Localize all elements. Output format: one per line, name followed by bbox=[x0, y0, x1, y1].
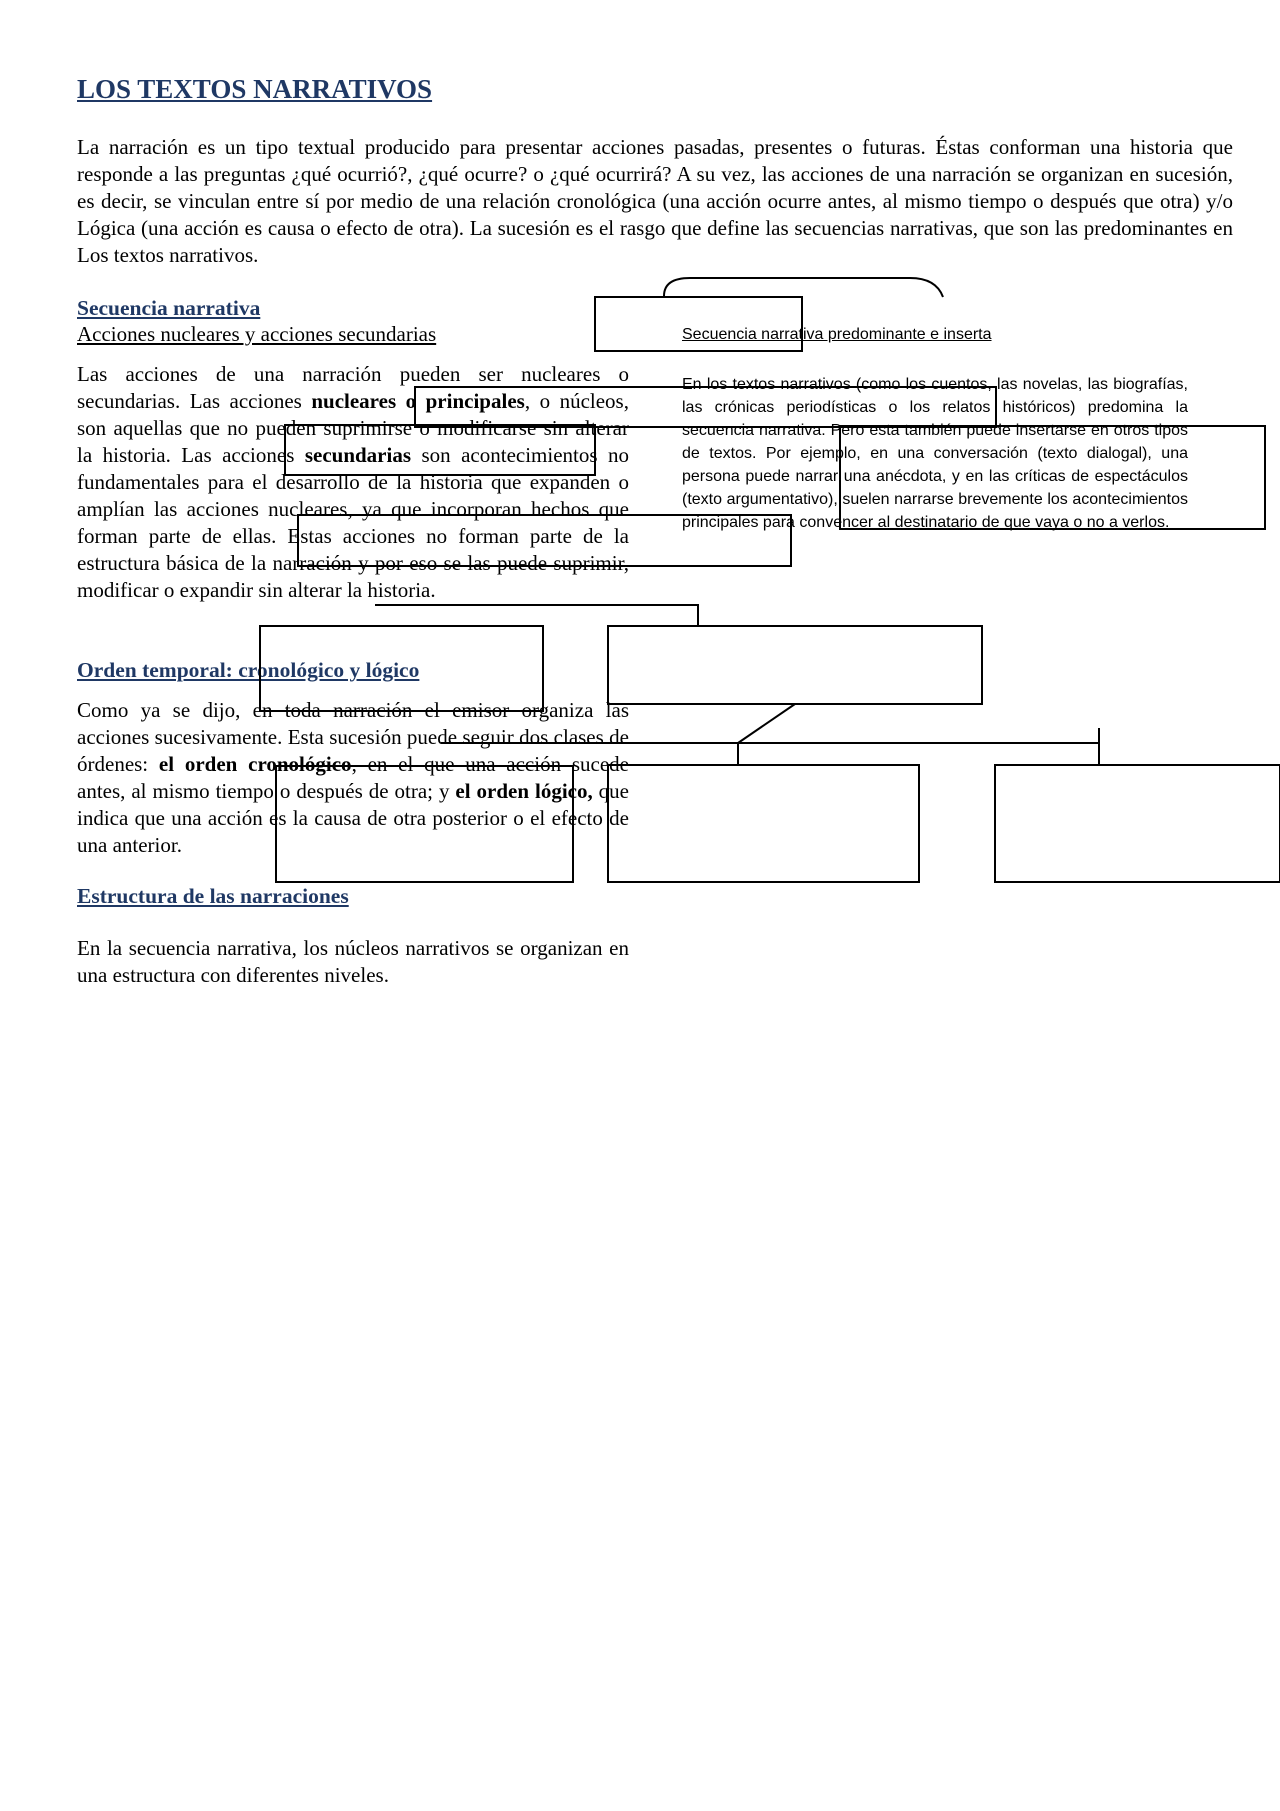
text-run: Las acciones de una narración pueden ser nucleares o secundarias. Las acciones bbox=[77, 362, 629, 413]
bold-term-secundarias: secundarias bbox=[304, 443, 412, 467]
bold-term-nucleares: nucleares o principales bbox=[311, 389, 525, 413]
subheading-acciones: Acciones nucleares y acciones secundarias bbox=[77, 322, 437, 346]
connector-line bbox=[738, 704, 795, 743]
bold-term-logico: el orden lógico, bbox=[455, 779, 593, 803]
text-run: que indica que una acción es la causa de otra posterior o el efecto de una anterior. bbox=[77, 779, 630, 857]
text-run: son acontecimientos no fundamentales para el desarrollo de la historia que expanden o amplían las acciones nucleares, ya que incorporan hechos que forman parte de ellas. Estas acciones no forman parte de la estructura básica de la narración y por eso se las puede suprimir, modificar o expandir sin alterar la historia. bbox=[77, 443, 629, 602]
sidebar-title: Secuencia narrativa predominante e inserta bbox=[682, 326, 992, 343]
text-run: , en el que una acción sucede antes, al mismo tiempo o después de otra; y bbox=[77, 752, 629, 803]
paragraph-acciones bbox=[77, 361, 629, 604]
paragraph-estructura: En la secuencia narrativa, los núcleos narrativos se organizan en una estructura con diferentes niveles. bbox=[77, 936, 629, 987]
text-run: Como ya se dijo, en toda narración el emisor organiza las acciones sucesivamente. Esta sucesión puede seguir dos clases de órdenes: bbox=[77, 698, 629, 776]
diagram-box bbox=[608, 626, 982, 704]
diagram-box bbox=[995, 765, 1280, 882]
bold-term-cronologico: el orden cronológico bbox=[158, 752, 352, 776]
section-heading-estructura: Estructura de las narraciones bbox=[77, 884, 349, 908]
intro-paragraph: La narración es un tipo textual producido para presentar acciones pasadas, presentes o futuras. Éstas conforman una historia que responde a las preguntas ¿qué ocurrió?, ¿qué ocurre? o ¿qué ocurrirá? A su vez, las acciones de una narración se organizan en sucesión, es decir, se vinculan entre sí por medio de una relación cronológica (una acción ocurre antes, al mismo tiempo o después que otra) y/o Lógica (una acción es causa o efecto de otra). La sucesión es el rasgo que define las secuencias narrativas, que son las predominantes en Los textos narrativos. bbox=[77, 135, 1233, 267]
paragraph-orden bbox=[77, 697, 629, 859]
diagram-box bbox=[608, 765, 919, 882]
connector-line bbox=[375, 605, 698, 626]
sidebar-text: En los textos narrativos (como los cuentos, las novelas, las biografías, las crónicas periodísticas o los relatos históricos) predomina la secuencia narrativa. Pero esta también puede insertarse en otros tipos de textos. Por ejemplo, en una conversación (texto dialogal), una persona puede narrar una anécdota, y en las críticas de espectáculos (texto argumentativo), suelen narrarse brevemente los acontecimientos principales para convencer al destinatario de que vaya o no a verlos. bbox=[682, 376, 1188, 531]
page-title: LOS TEXTOS NARRATIVOS bbox=[77, 74, 433, 104]
text-run: , o núcleos, son aquellas que no pueden suprimirse o modificarse sin alterar la historia. Las acciones bbox=[77, 389, 629, 467]
section-heading-orden: Orden temporal: cronológico y lógico bbox=[77, 658, 420, 682]
section-heading-secuencia: Secuencia narrativa bbox=[77, 296, 261, 320]
brace-curve bbox=[664, 278, 943, 297]
